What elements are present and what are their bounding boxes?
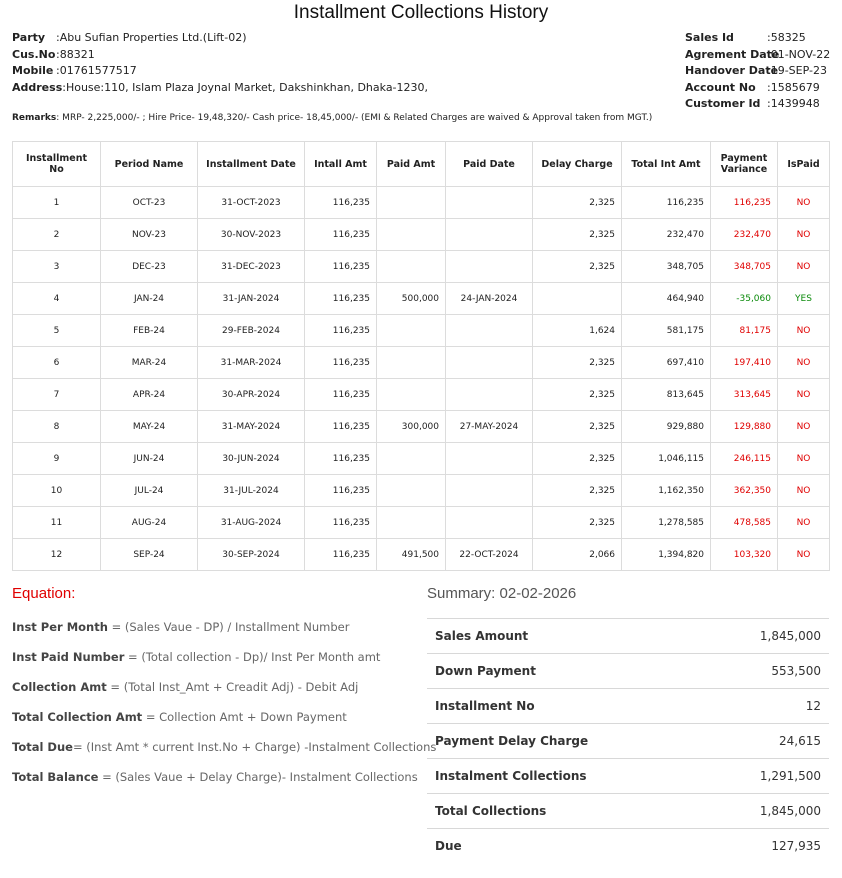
cell-period-name: MAY-24	[101, 411, 198, 443]
remarks-text: : MRP- 2,225,000/- ; Hire Price- 19,48,320/- Cash price- 18,45,000/- (EMI & Related Charges are waived & Approval taken from MGT.)	[56, 113, 653, 123]
cell-installment-date: 29-FEB-2024	[198, 315, 305, 347]
summary-label: Installment No	[427, 689, 703, 724]
cell-payment-variance: 197,410	[711, 347, 778, 379]
cell-payment-variance: 362,350	[711, 475, 778, 507]
cell-paid-date	[446, 219, 533, 251]
equation-text: = (Inst Amt * current Inst.No + Charge) -Instalment Collections	[72, 740, 437, 754]
summary-row	[427, 829, 829, 864]
table-row	[13, 443, 830, 475]
cell-installment-no: 5	[13, 315, 101, 347]
summary-row	[427, 689, 829, 724]
equation-line	[12, 680, 358, 694]
table-row	[13, 475, 830, 507]
cell-installment-no: 10	[13, 475, 101, 507]
summary-value: 24,615	[703, 724, 829, 759]
summary-label: Sales Amount	[427, 619, 703, 654]
table-row	[13, 187, 830, 219]
handover-date-value: :19-SEP-23	[767, 64, 827, 77]
table-row	[13, 347, 830, 379]
cell-installment-no: 9	[13, 443, 101, 475]
cell-installment-date: 31-DEC-2023	[198, 251, 305, 283]
cell-payment-variance: 232,470	[711, 219, 778, 251]
summary-row	[427, 759, 829, 794]
equation-key: Inst Paid Number	[12, 650, 125, 664]
table-row	[13, 411, 830, 443]
equation-key: Total Balance	[12, 770, 99, 784]
summary-label: Instalment Collections	[427, 759, 703, 794]
equation-line	[12, 620, 350, 634]
cell-total-int-amt: 1,046,115	[622, 443, 711, 475]
cell-paid-amt	[377, 219, 446, 251]
cell-payment-variance: 81,175	[711, 315, 778, 347]
header-period-name: Period Name	[101, 142, 198, 187]
cus-no-row	[12, 47, 428, 64]
cell-installment-no: 6	[13, 347, 101, 379]
cell-installment-date: 30-APR-2024	[198, 379, 305, 411]
equation-text: = (Sales Vaue - DP) / Installment Number	[107, 620, 350, 634]
cell-delay-charge: 2,325	[533, 347, 622, 379]
cell-paid-date	[446, 347, 533, 379]
cell-installment-no: 7	[13, 379, 101, 411]
cell-total-int-amt: 697,410	[622, 347, 711, 379]
equation-key: Inst Per Month	[12, 620, 108, 634]
agreement-date-value: :01-NOV-22	[767, 47, 831, 61]
table-row	[13, 315, 830, 347]
cell-paid-date	[446, 379, 533, 411]
account-no-label: Account No	[685, 80, 756, 94]
header-installment-no: Installment No	[13, 142, 101, 187]
cell-delay-charge	[533, 283, 622, 315]
cell-delay-charge: 2,325	[533, 251, 622, 283]
cell-paid-amt	[377, 347, 446, 379]
table-row	[13, 539, 830, 571]
cell-ispaid: NO	[778, 443, 830, 475]
table-row	[13, 219, 830, 251]
cell-installment-no: 8	[13, 411, 101, 443]
table-row	[13, 251, 830, 283]
remarks-label: Remarks	[12, 113, 57, 123]
party-row	[12, 30, 428, 47]
summary-row	[427, 654, 829, 689]
equation-line	[12, 710, 347, 724]
address-row	[12, 80, 428, 97]
equation-text: = (Total collection - Dp)/ Inst Per Month amt	[124, 650, 381, 664]
equation-text: = (Sales Vaue + Delay Charge)- Instalment Collections	[98, 770, 418, 784]
cell-payment-variance: 129,880	[711, 411, 778, 443]
cell-intall-amt: 116,235	[305, 475, 377, 507]
cell-installment-no: 4	[13, 283, 101, 315]
summary-label: Down Payment	[427, 654, 703, 689]
cell-total-int-amt: 1,278,585	[622, 507, 711, 539]
cell-installment-date: 31-JUL-2024	[198, 475, 305, 507]
equation-line	[12, 740, 436, 754]
summary-value: 12	[703, 689, 829, 724]
cell-ispaid: NO	[778, 411, 830, 443]
cell-intall-amt: 116,235	[305, 507, 377, 539]
cell-ispaid: NO	[778, 507, 830, 539]
cell-delay-charge: 2,066	[533, 539, 622, 571]
cell-period-name: DEC-23	[101, 251, 198, 283]
cell-installment-date: 30-SEP-2024	[198, 539, 305, 571]
cell-paid-date: 27-MAY-2024	[446, 411, 533, 443]
summary-value: 127,935	[703, 829, 829, 864]
cell-delay-charge: 2,325	[533, 507, 622, 539]
handover-date-row	[685, 63, 830, 80]
cell-intall-amt: 116,235	[305, 187, 377, 219]
cell-paid-amt	[377, 251, 446, 283]
customer-id-label: Customer Id	[685, 97, 761, 110]
cell-paid-amt	[377, 187, 446, 219]
cell-period-name: JUL-24	[101, 475, 198, 507]
agreement-date-label: Agrement Date	[685, 47, 780, 61]
summary-value: 1,291,500	[703, 759, 829, 794]
cell-total-int-amt: 581,175	[622, 315, 711, 347]
cus-no-label: Cus.No	[12, 47, 56, 61]
cell-paid-date	[446, 507, 533, 539]
cell-intall-amt: 116,235	[305, 411, 377, 443]
summary-row	[427, 619, 829, 654]
cell-ispaid: NO	[778, 251, 830, 283]
cell-paid-amt: 491,500	[377, 539, 446, 571]
equation-text: = Collection Amt + Down Payment	[142, 710, 347, 724]
customer-id-row	[685, 96, 830, 113]
equation-line	[12, 770, 418, 784]
cell-installment-date: 30-JUN-2024	[198, 443, 305, 475]
cell-payment-variance: 348,705	[711, 251, 778, 283]
handover-date-label: Handover Date	[685, 64, 779, 77]
header-ispaid: IsPaid	[778, 142, 830, 187]
mobile-row	[12, 63, 428, 80]
cell-ispaid: NO	[778, 187, 830, 219]
table-row	[13, 379, 830, 411]
cell-delay-charge: 2,325	[533, 411, 622, 443]
cell-delay-charge: 2,325	[533, 475, 622, 507]
summary-row	[427, 794, 829, 829]
cell-installment-no: 2	[13, 219, 101, 251]
mobile-label: Mobile	[12, 64, 54, 77]
cell-installment-date: 31-MAY-2024	[198, 411, 305, 443]
cell-payment-variance: -35,060	[711, 283, 778, 315]
sales-id-row	[685, 30, 830, 47]
summary-label: Due	[427, 829, 703, 864]
header-delay-charge: Delay Charge	[533, 142, 622, 187]
cell-total-int-amt: 1,162,350	[622, 475, 711, 507]
cell-intall-amt: 116,235	[305, 283, 377, 315]
cell-ispaid: NO	[778, 315, 830, 347]
summary-label: Payment Delay Charge	[427, 724, 703, 759]
cell-intall-amt: 116,235	[305, 251, 377, 283]
cell-ispaid: NO	[778, 219, 830, 251]
equation-line	[12, 650, 380, 664]
summary-table-body	[427, 619, 829, 864]
account-no-row	[685, 80, 830, 97]
cell-ispaid: NO	[778, 475, 830, 507]
customer-id-value: :1439948	[767, 97, 820, 110]
cell-intall-amt: 116,235	[305, 347, 377, 379]
header-paid-amt: Paid Amt	[377, 142, 446, 187]
cus-no-value: :88321	[56, 47, 95, 61]
equation-text: = (Total Inst_Amt + Creadit Adj) - Debit Adj	[106, 680, 359, 694]
cell-installment-date: 31-MAR-2024	[198, 347, 305, 379]
cell-total-int-amt: 348,705	[622, 251, 711, 283]
equation-key: Collection Amt	[12, 680, 107, 694]
cell-period-name: AUG-24	[101, 507, 198, 539]
sales-id-value: :58325	[767, 31, 806, 44]
cell-intall-amt: 116,235	[305, 379, 377, 411]
table-row	[13, 507, 830, 539]
cell-period-name: NOV-23	[101, 219, 198, 251]
equation-key: Total Collection Amt	[12, 710, 143, 724]
cell-period-name: MAR-24	[101, 347, 198, 379]
address-label: Address	[12, 80, 63, 94]
cell-period-name: OCT-23	[101, 187, 198, 219]
cell-installment-no: 3	[13, 251, 101, 283]
cell-paid-date	[446, 187, 533, 219]
cell-total-int-amt: 232,470	[622, 219, 711, 251]
cell-installment-date: 30-NOV-2023	[198, 219, 305, 251]
cell-payment-variance: 246,115	[711, 443, 778, 475]
installment-table	[12, 141, 830, 571]
address-value: :House:110, Islam Plaza Joynal Market, Dakshinkhan, Dhaka-1230,	[62, 80, 429, 94]
table-header-row	[13, 142, 830, 187]
summary-value: 1,845,000	[703, 619, 829, 654]
cell-period-name: APR-24	[101, 379, 198, 411]
cell-ispaid: NO	[778, 539, 830, 571]
header-total-int-amt: Total Int Amt	[622, 142, 711, 187]
header-paid-date: Paid Date	[446, 142, 533, 187]
cell-paid-date	[446, 443, 533, 475]
summary-value: 553,500	[703, 654, 829, 689]
cell-total-int-amt: 929,880	[622, 411, 711, 443]
cell-installment-date: 31-OCT-2023	[198, 187, 305, 219]
cell-total-int-amt: 1,394,820	[622, 539, 711, 571]
cell-paid-date	[446, 251, 533, 283]
cell-delay-charge: 2,325	[533, 187, 622, 219]
cell-ispaid: YES	[778, 283, 830, 315]
equation-section	[12, 585, 75, 602]
cell-total-int-amt: 116,235	[622, 187, 711, 219]
cell-paid-amt: 300,000	[377, 411, 446, 443]
cell-period-name: JAN-24	[101, 283, 198, 315]
cell-intall-amt: 116,235	[305, 219, 377, 251]
cell-installment-no: 11	[13, 507, 101, 539]
account-no-value: :1585679	[767, 80, 820, 94]
cell-paid-amt	[377, 507, 446, 539]
equation-title: Equation:	[12, 585, 76, 602]
cell-paid-date: 22-OCT-2024	[446, 539, 533, 571]
cell-period-name: JUN-24	[101, 443, 198, 475]
cell-paid-date	[446, 475, 533, 507]
cell-installment-date: 31-JAN-2024	[198, 283, 305, 315]
summary-table	[427, 618, 829, 863]
cell-paid-amt	[377, 315, 446, 347]
cell-payment-variance: 313,645	[711, 379, 778, 411]
summary-label: Total Collections	[427, 794, 703, 829]
cell-payment-variance: 116,235	[711, 187, 778, 219]
party-label: Party	[12, 31, 46, 44]
cell-ispaid: NO	[778, 379, 830, 411]
summary-title: Summary: 02-02-2026	[427, 585, 577, 602]
cell-delay-charge: 2,325	[533, 379, 622, 411]
cell-delay-charge: 2,325	[533, 443, 622, 475]
cell-paid-amt	[377, 379, 446, 411]
cell-total-int-amt: 464,940	[622, 283, 711, 315]
cell-installment-no: 1	[13, 187, 101, 219]
cell-period-name: FEB-24	[101, 315, 198, 347]
cell-intall-amt: 116,235	[305, 443, 377, 475]
cell-paid-amt: 500,000	[377, 283, 446, 315]
cell-period-name: SEP-24	[101, 539, 198, 571]
account-info	[685, 30, 830, 113]
sales-id-label: Sales Id	[685, 31, 734, 44]
header-intall-amt: Intall Amt	[305, 142, 377, 187]
header-payment-variance: Payment Variance	[711, 142, 778, 187]
party-value: :Abu Sufian Properties Ltd.(Lift-02)	[56, 31, 247, 44]
cell-paid-amt	[377, 475, 446, 507]
summary-row	[427, 724, 829, 759]
installment-table-body	[13, 187, 830, 571]
agreement-date-row	[685, 47, 830, 64]
cell-total-int-amt: 813,645	[622, 379, 711, 411]
cell-ispaid: NO	[778, 347, 830, 379]
cell-paid-amt	[377, 443, 446, 475]
cell-installment-no: 12	[13, 539, 101, 571]
cell-intall-amt: 116,235	[305, 539, 377, 571]
summary-value: 1,845,000	[703, 794, 829, 829]
cell-payment-variance: 103,320	[711, 539, 778, 571]
cell-installment-date: 31-AUG-2024	[198, 507, 305, 539]
page-title: Installment Collections History	[293, 2, 549, 23]
remarks	[12, 113, 652, 123]
table-row	[13, 283, 830, 315]
cell-paid-date	[446, 315, 533, 347]
cell-paid-date: 24-JAN-2024	[446, 283, 533, 315]
cell-delay-charge: 2,325	[533, 219, 622, 251]
cell-intall-amt: 116,235	[305, 315, 377, 347]
cell-payment-variance: 478,585	[711, 507, 778, 539]
equation-key: Total Due	[12, 740, 73, 754]
header-installment-date: Installment Date	[198, 142, 305, 187]
mobile-value: :01761577517	[56, 64, 137, 77]
customer-info	[12, 30, 428, 96]
cell-delay-charge: 1,624	[533, 315, 622, 347]
